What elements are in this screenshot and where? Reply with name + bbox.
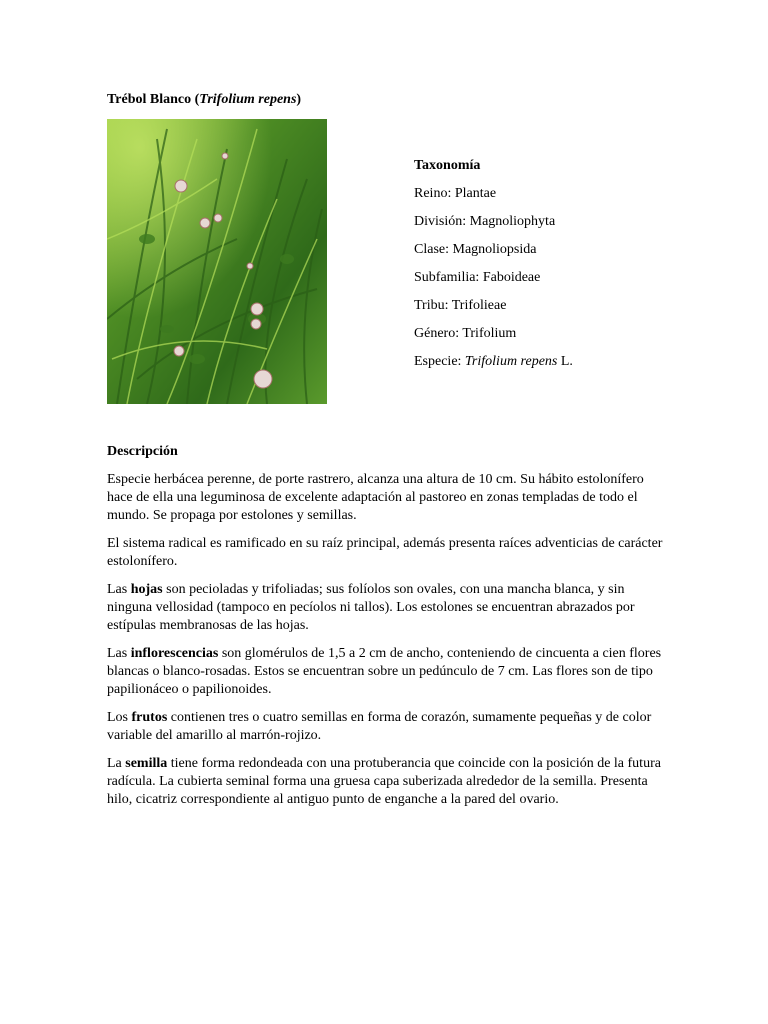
clover-photo-illustration <box>107 119 327 404</box>
especie-suffix: L. <box>557 354 573 369</box>
taxonomy-especie <box>414 353 714 381</box>
taxonomy-genero: Género: Trifolium <box>414 326 517 341</box>
title-scientific: Trifolium repens <box>199 92 297 107</box>
p3-term: hojas <box>130 582 163 597</box>
p3-body: son pecioladas y trifoliadas; sus folíolos son ovales, con una mancha blanca, y sin ninguna vellosidad (tampoco en pecíolos ni tallos). Los estolones se encuentran abrazados por estípulas membranosas de las hojas. <box>107 582 635 633</box>
page-title <box>107 91 301 109</box>
taxonomy-reino: Reino: Plantae <box>414 186 497 201</box>
description-paragraph-4 <box>107 645 667 699</box>
description-paragraph-6 <box>107 755 667 809</box>
p6-lead: La <box>107 756 126 771</box>
description-paragraph-3 <box>107 581 667 635</box>
especie-name: Trifolium repens <box>464 354 558 369</box>
p5-term: frutos <box>131 710 168 725</box>
taxonomy-division: División: Magnoliophyta <box>414 214 556 229</box>
description-paragraph-1: Especie herbácea perenne, de porte rastrero, alcanza una altura de 10 cm. Su hábito estolonífero hace de ella una leguminosa de excelente adaptación al pastoreo en zonas templadas de todo el mundo. Se propaga por estolones y semillas. <box>107 472 644 523</box>
clover-photo <box>107 119 327 404</box>
taxonomy-subfamilia: Subfamilia: Faboideae <box>414 270 541 285</box>
p4-term: inflorescencias <box>130 646 219 661</box>
taxonomy-heading: Taxonomía <box>414 158 481 173</box>
taxonomy-clase: Clase: Magnoliopsida <box>414 242 537 257</box>
p5-body: contienen tres o cuatro semillas en forma de corazón, sumamente pequeñas y de color variable del amarillo al marrón-rojizo. <box>107 710 652 743</box>
p5-lead: Los <box>107 710 132 725</box>
p4-lead: Las <box>107 646 131 661</box>
description-section <box>107 443 667 819</box>
p4-body: son glomérulos de 1,5 a 2 cm de ancho, conteniendo de cincuenta a cien flores blancas o blanco-rosadas. Estos se encuentran sobre un pedúnculo de 7 cm. Las flores son de tipo papilionáceo o papilionoides. <box>107 646 662 697</box>
title-close: ) <box>296 92 302 107</box>
description-paragraph-2: El sistema radical es ramificado en su raíz principal, además presenta raíces adventicias de carácter estolonífero. <box>107 536 663 569</box>
p6-body: tiene forma redondeada con una protuberancia que coincide con la posición de la futura radícula. La cubierta seminal forma una gruesa capa suberizada alrededor de la semilla. Presenta hilo, cicatriz correspondiente al antiguo punto de enganche a la pared del ovario. <box>107 756 661 807</box>
p6-term: semilla <box>125 756 168 771</box>
title-common: Trébol Blanco ( <box>107 92 200 107</box>
especie-prefix: Especie: <box>414 354 465 369</box>
taxonomy-tribu: Tribu: Trifolieae <box>414 298 507 313</box>
description-paragraph-5 <box>107 709 667 745</box>
taxonomy-section <box>414 157 714 381</box>
description-heading: Descripción <box>107 444 178 459</box>
p3-lead: Las <box>107 582 131 597</box>
